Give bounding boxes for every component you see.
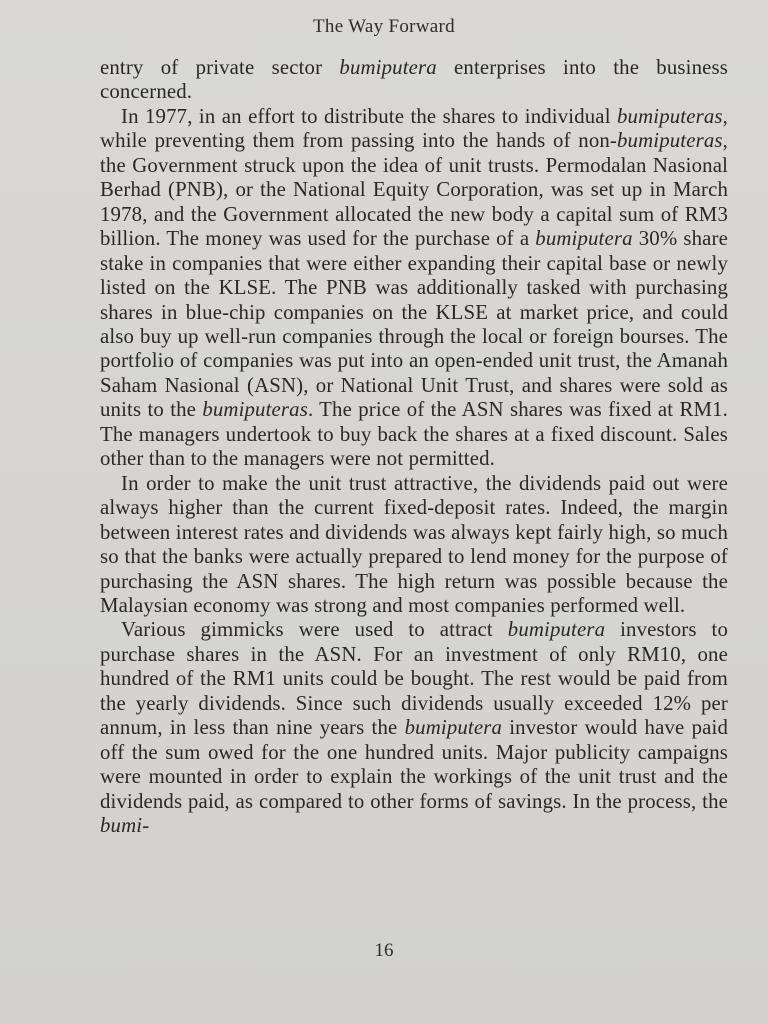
text-run: , while preventing them from passing into the hands of non- <box>100 104 728 153</box>
paragraph <box>100 56 728 105</box>
text-run: , the Government struck upon the idea of unit trusts. Permodalan Nasional Berhad (PNB), or the National Equity Corporation, was set up in March 1978, and the Government allocated the new body a capital sum of RM3 billion. The money was used for the purchase of a <box>100 129 728 251</box>
italic-run: bumiputeras <box>202 398 308 422</box>
italic-run: bumi- <box>100 814 150 838</box>
text-run: In order to make the unit trust attractive, the dividends paid out were always higher than the current fixed-deposit rates. Indeed, the margin between interest rates and dividends was always kept fairly high, so much so that the banks were actually prepared to lend money for the purpose of purchasing the ASN shares. The high return was possible because the Malaysian economy was strong and most companies performed well. <box>100 471 728 617</box>
body-text <box>100 56 728 839</box>
text-run: . The price of the ASN shares was fixed at RM1. The managers undertook to buy back the shares at a fixed discount. Sales other than to the managers were not permitted. <box>100 398 729 471</box>
text-run: enterprises into the business concerned. <box>100 56 728 104</box>
italic-run: bumiputeras <box>617 104 723 128</box>
text-run: In 1977, in an effort to distribute the shares to individual <box>121 104 617 128</box>
paragraph <box>100 105 728 472</box>
italic-run: bumiputera <box>535 227 633 251</box>
text-run: Various gimmicks were used to attract <box>121 618 508 642</box>
text-run: investor would have paid off the sum owed for the one hundred units. Major publicity campaigns were mounted in order to explain the workings of the unit trust and the dividends paid, as compared to other forms of savings. In the process, the <box>100 716 729 813</box>
text-run: investors to purchase shares in the ASN. For an investment of only RM10, one hundred of the RM1 units could be bought. The rest would be paid from the yearly dividends. Since such dividends usually exceeded 12% per annum, in less than nine years the <box>100 618 729 740</box>
italic-run: bumiputeras <box>617 129 723 153</box>
italic-run: bumiputera <box>507 618 606 642</box>
paragraph <box>100 618 728 838</box>
page-number: 16 <box>374 940 394 961</box>
text-run: 30% share stake in companies that were either expanding their capital base or newly listed on the KLSE. The PNB was additionally tasked with purchasing shares in blue-chip companies on the KLSE at market price, and could also buy up well-run companies through the local or foreign bourses. The portfolio of companies was put into an open-ended unit trust, the Amanah Saham Nasional (ASN), or National Unit Trust, and shares were sold as units to the <box>100 227 728 422</box>
running-head: The Way Forward <box>313 16 455 37</box>
text-run: entry of private sector <box>100 56 340 79</box>
paragraph <box>100 472 728 619</box>
italic-run: bumiputera <box>404 716 503 740</box>
italic-run: bumiputera <box>339 56 437 79</box>
